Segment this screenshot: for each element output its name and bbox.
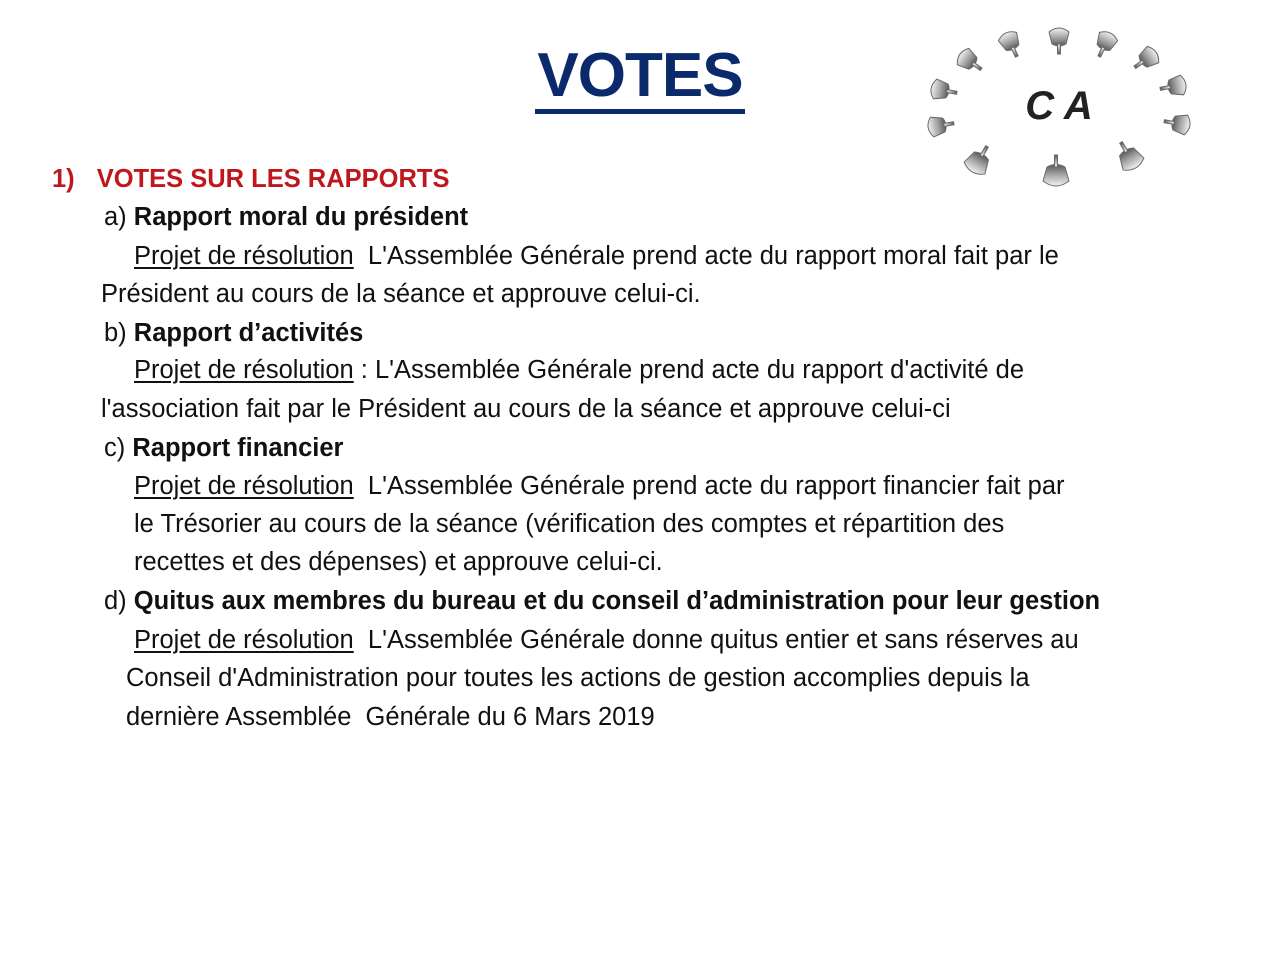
item-b-heading: b) Rapport d’activités [104, 319, 364, 347]
logo-text: C A [1025, 84, 1093, 128]
section-number: 1) [52, 165, 75, 193]
item-c-heading: c) Rapport financier [104, 434, 344, 462]
item-a-heading: a) Rapport moral du président [104, 203, 469, 231]
item-b-line-2: l'association fait par le Président au cours de la séance et approuve celui-ci [101, 395, 951, 423]
item-d-line-2: Conseil d'Administration pour toutes les actions de gestion accomplies depuis la [126, 664, 1030, 692]
item-a-line-1: Projet de résolution L'Assemblée Générale prend acte du rapport moral fait par le [134, 242, 1059, 270]
item-b-line-1: Projet de résolution : L'Assemblée Générale prend acte du rapport d'activité de [134, 356, 1025, 384]
item-d-line-1: Projet de résolution L'Assemblée Générale donne quitus entier et sans réserves au [134, 626, 1079, 654]
section-title: VOTES SUR LES RAPPORTS [96, 165, 450, 193]
resolution-label: Projet de résolution [134, 356, 354, 384]
slide-title: VOTES [0, 40, 1280, 114]
resolution-label: Projet de résolution [134, 472, 354, 500]
item-d-heading: d) Quitus aux membres du bureau et du conseil d’administration pour leur gestion [104, 587, 1101, 615]
section-heading [52, 160, 450, 198]
item-c-line-3: recettes et des dépenses) et approuve celui-ci. [134, 548, 663, 576]
item-d-line-3: dernière Assemblée Générale du 6 Mars 2019 [126, 703, 655, 731]
item-a-line-2: Président au cours de la séance et approuve celui-ci. [101, 280, 701, 308]
item-c-line-2: le Trésorier au cours de la séance (vérification des comptes et répartition des [134, 510, 1005, 538]
item-c-line-1: Projet de résolution L'Assemblée Générale prend acte du rapport financier fait par [134, 472, 1065, 500]
ca-logo [918, 22, 1200, 204]
resolution-label: Projet de résolution [134, 626, 354, 654]
resolution-label: Projet de résolution [134, 242, 354, 270]
